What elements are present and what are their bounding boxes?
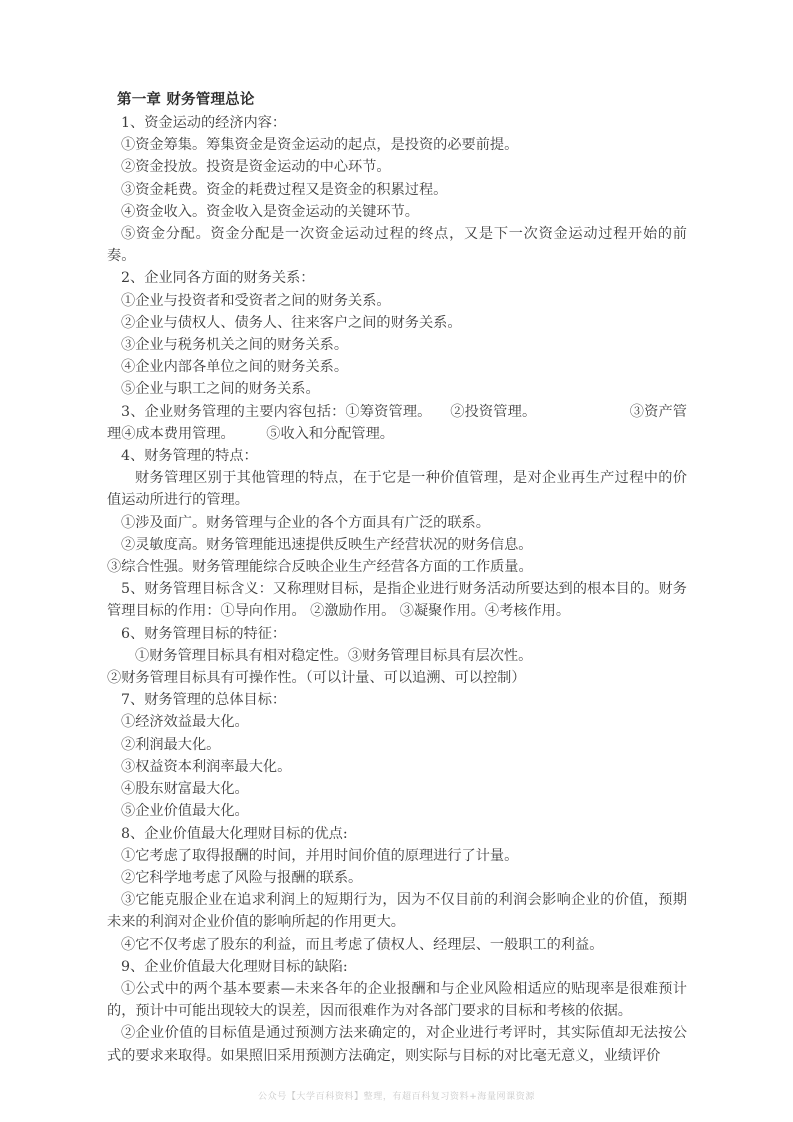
list-item: ④资金收入。资金收入是资金运动的关键环节。 <box>121 203 419 220</box>
list-item: ③它能克服企业在追求利润上的短期行为，因为不仅目前的利润会影响企业的价值，预期未来的利润对企业价值的影响所起的作用更大。 <box>107 892 687 931</box>
document-body <box>107 90 687 1067</box>
page-title: 第一章 财务管理总论 <box>117 91 255 108</box>
list-item: ①涉及面广。财务管理与企业的各个方面具有广泛的联系。 <box>121 514 490 531</box>
page-footer: 公众号【大学百科资料】整理，有超百科复习资料+海量网课资源 <box>258 1092 535 1102</box>
section-heading: 4、财务管理的特点： <box>121 448 258 465</box>
list-item: ④股东财富最大化。 <box>121 781 249 798</box>
section-heading: 1、资金运动的经济内容： <box>121 115 287 131</box>
list-item: ②财务管理目标具有可操作性。（可以计量、可以追溯、可以控制） <box>107 670 526 687</box>
section-heading: 5、财务管理目标含义：又称理财目标，是指企业进行财务活动所要达到的根本目的。财务管理目标的作用：①导向作用。 ②激励作用。 ③凝聚作用。④考核作用。 <box>107 581 687 620</box>
list-item: ④企业内部各单位之间的财务关系。 <box>121 359 349 376</box>
section-heading: 8、企业价值最大化理财目标的优点: <box>121 825 348 842</box>
list-item: ②企业与债权人、债务人、往来客户之间的财务关系。 <box>121 314 462 331</box>
section-heading: 7、财务管理的总体目标： <box>121 692 287 709</box>
section-heading: 3、企业财务管理的主要内容包括：①筹资管理。 ②投资管理。 ③资产管理④成本费用管理。 ⑤收入和分配管理。 <box>107 403 687 442</box>
list-item: ③权益资本利润率最大化。 <box>121 758 292 775</box>
list-item: ①资金筹集。筹集资金是资金运动的起点，是投资的必要前提。 <box>121 137 519 154</box>
list-item: ②企业价值的目标值是通过预测方法来确定的，对企业进行考评时，其实际值却无法按公式的要求来取得。如果照旧采用预测方法确定，则实际与目标的对比毫无意义，业绩评价 <box>107 1025 687 1064</box>
list-item: ③综合性强。财务管理能综合反映企业生产经营各方面的工作质量。 <box>107 559 533 576</box>
list-item: ④它不仅考虑了股东的利益，而且考虑了债权人、经理层、一般职工的利益。 <box>121 936 604 953</box>
list-item: ②它科学地考虑了风险与报酬的联系。 <box>121 869 363 886</box>
list-item: ⑤企业与职工之间的财务关系。 <box>121 381 320 398</box>
list-item: ②利润最大化。 <box>121 736 221 753</box>
section-heading: 2、企业同各方面的财务关系： <box>121 270 315 287</box>
section-heading: 6、财务管理目标的特征： <box>121 625 287 642</box>
list-item: ③企业与税务机关之间的财务关系。 <box>121 337 349 354</box>
list-item: ①经济效益最大化。 <box>121 714 249 731</box>
list-item: ⑤资金分配。资金分配是一次资金运动过程的终点，又是下一次资金运动过程开始的前奏。 <box>107 226 687 265</box>
list-item: ①财务管理目标具有相对稳定性。③财务管理目标具有层次性。 <box>135 647 533 664</box>
section-heading: 9、企业价值最大化理财目标的缺陷: <box>121 958 348 975</box>
list-item: ②灵敏度高。财务管理能迅速提供反映生产经营状况的财务信息。 <box>121 536 533 553</box>
list-item: ③资金耗费。资金的耗费过程又是资金的积累过程。 <box>121 181 448 198</box>
section-lead-paragraph: 财务管理区别于其他管理的特点，在于它是一种价值管理，是对企业再生产过程中的价值运动所进行的管理。 <box>107 470 687 509</box>
list-item: ①它考虑了取得报酬的时间，并用时间价值的原理进行了计量。 <box>121 847 519 864</box>
list-item: ⑤企业价值最大化。 <box>121 803 249 820</box>
list-item: ①公式中的两个基本要素—未来各年的企业报酬和与企业风险相适应的贴现率是很难预计的，预计中可能出现较大的误差，因而很难作为对各部门要求的目标和考核的依据。 <box>107 980 687 1020</box>
list-item: ①企业与投资者和受资者之间的财务关系。 <box>121 292 391 309</box>
list-item: ②资金投放。投资是资金运动的中心环节。 <box>121 159 391 176</box>
